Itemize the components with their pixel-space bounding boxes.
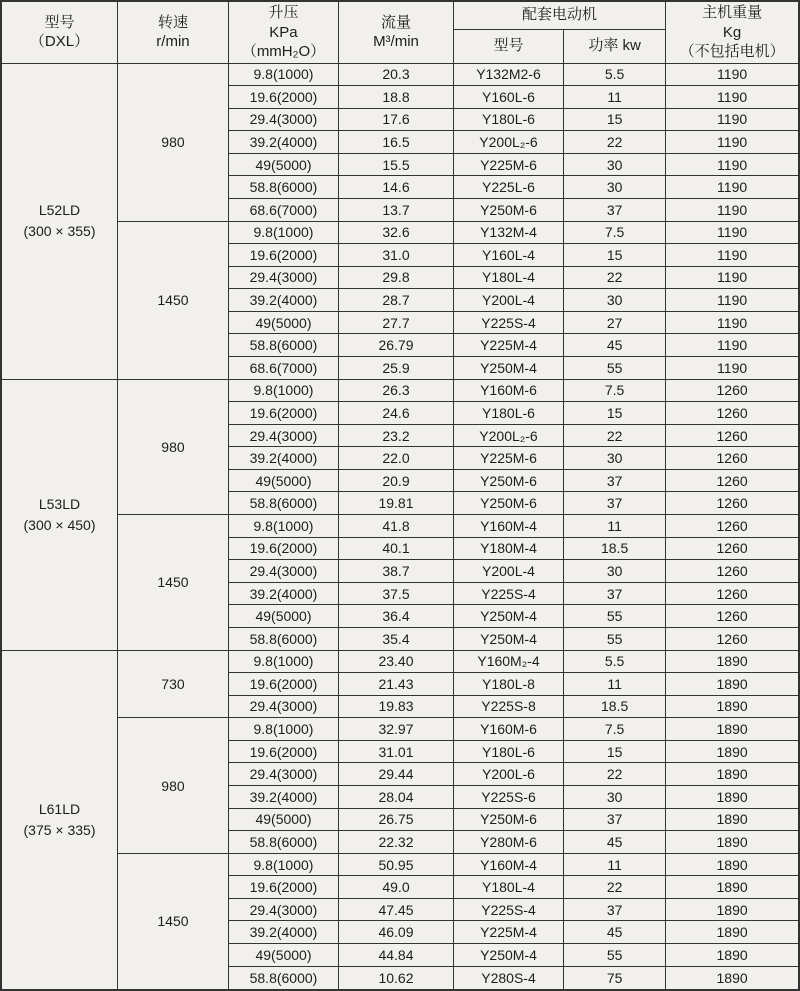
weight-cell: 1890 [666, 853, 799, 876]
motor-model-cell: Y160L-6 [453, 86, 563, 109]
flow-cell: 22.32 [339, 831, 454, 854]
pressure-cell: 39.2(4000) [228, 582, 338, 605]
motor-model-cell: Y180L-4 [453, 876, 563, 899]
motor-model-cell: Y280M-6 [453, 831, 563, 854]
pressure-cell: 9.8(1000) [228, 221, 338, 244]
pressure-cell: 39.2(4000) [228, 447, 338, 470]
flow-cell: 29.8 [339, 266, 454, 289]
pressure-cell: 19.6(2000) [228, 86, 338, 109]
pressure-cell: 9.8(1000) [228, 718, 338, 741]
motor-power-cell: 5.5 [564, 650, 666, 673]
header-flow-line2: M³/min [373, 33, 419, 51]
motor-power-cell: 22 [564, 131, 666, 154]
flow-cell: 38.7 [339, 560, 454, 583]
table-row [1, 63, 799, 86]
speed-cell: 730 [118, 650, 229, 718]
weight-cell: 1190 [666, 131, 799, 154]
pressure-cell: 19.6(2000) [228, 402, 338, 425]
table-row [1, 515, 799, 538]
pressure-cell: 9.8(1000) [228, 63, 338, 86]
motor-power-cell: 15 [564, 244, 666, 267]
weight-cell: 1260 [666, 469, 799, 492]
flow-cell: 50.95 [339, 853, 454, 876]
motor-power-cell: 22 [564, 876, 666, 899]
model-name: L61LD [38, 800, 81, 817]
motor-model-cell: Y250M-6 [453, 198, 563, 221]
pressure-cell: 58.8(6000) [228, 966, 338, 990]
motor-model-cell: Y180L-6 [453, 108, 563, 131]
weight-cell: 1890 [666, 808, 799, 831]
pressure-cell: 49(5000) [228, 311, 338, 334]
motor-power-cell: 7.5 [564, 379, 666, 402]
motor-model-cell: Y132M-4 [453, 221, 563, 244]
speed-cell: 1450 [118, 515, 229, 650]
flow-cell: 23.40 [339, 650, 454, 673]
motor-model-cell: Y160L-4 [453, 244, 563, 267]
motor-model-cell: Y250M-6 [453, 469, 563, 492]
pressure-cell: 49(5000) [228, 944, 338, 967]
header-row-1 [1, 1, 799, 29]
flow-cell: 31.0 [339, 244, 454, 267]
speed-cell: 980 [118, 63, 229, 221]
header-model-line1: 型号 [44, 13, 75, 31]
motor-power-cell: 37 [564, 492, 666, 515]
motor-power-cell: 30 [564, 289, 666, 312]
weight-cell: 1190 [666, 198, 799, 221]
table-header [1, 1, 799, 63]
motor-power-cell: 7.5 [564, 221, 666, 244]
flow-cell: 21.43 [339, 673, 454, 696]
motor-power-cell: 30 [564, 153, 666, 176]
motor-power-cell: 37 [564, 469, 666, 492]
weight-cell: 1890 [666, 673, 799, 696]
header-flow [339, 1, 454, 63]
motor-model-cell: Y225M-6 [453, 153, 563, 176]
motor-model-cell: Y200L-4 [453, 289, 563, 312]
flow-cell: 40.1 [339, 537, 454, 560]
header-motor-model: 型号 [453, 29, 563, 63]
motor-power-cell: 30 [564, 786, 666, 809]
pressure-cell: 29.4(3000) [228, 266, 338, 289]
pressure-cell: 9.8(1000) [228, 515, 338, 538]
weight-cell: 1890 [666, 763, 799, 786]
motor-power-cell: 11 [564, 86, 666, 109]
motor-model-cell: Y225M-4 [453, 334, 563, 357]
weight-cell: 1190 [666, 266, 799, 289]
spec-table-body [1, 63, 799, 990]
model-cell [1, 63, 118, 379]
speed-cell: 980 [118, 718, 229, 853]
motor-power-cell: 37 [564, 808, 666, 831]
pressure-cell: 19.6(2000) [228, 244, 338, 267]
motor-power-cell: 18.5 [564, 537, 666, 560]
weight-cell: 1890 [666, 718, 799, 741]
model-cell [1, 650, 118, 990]
motor-model-cell: Y160M-4 [453, 515, 563, 538]
motor-model-cell: Y200L-6 [453, 763, 563, 786]
model-name: L52LD [38, 202, 81, 219]
header-weight-line2: Kg [722, 23, 742, 41]
weight-cell: 1890 [666, 898, 799, 921]
weight-cell: 1890 [666, 695, 799, 718]
pressure-cell: 29.4(3000) [228, 898, 338, 921]
pressure-cell: 19.6(2000) [228, 876, 338, 899]
motor-model-cell: Y160M-4 [453, 853, 563, 876]
motor-model-cell: Y225M-4 [453, 921, 563, 944]
motor-power-cell: 22 [564, 763, 666, 786]
table-row [1, 379, 799, 402]
flow-cell: 13.7 [339, 198, 454, 221]
motor-power-cell: 75 [564, 966, 666, 990]
header-pressure-line2: KPa [269, 23, 298, 41]
flow-cell: 35.4 [339, 627, 454, 650]
motor-power-cell: 11 [564, 515, 666, 538]
flow-cell: 26.75 [339, 808, 454, 831]
motor-power-cell: 45 [564, 831, 666, 854]
flow-cell: 25.9 [339, 357, 454, 380]
model-cell [1, 379, 118, 650]
pressure-cell: 39.2(4000) [228, 289, 338, 312]
pressure-cell: 49(5000) [228, 469, 338, 492]
motor-power-cell: 55 [564, 605, 666, 628]
motor-model-cell: Y180L-8 [453, 673, 563, 696]
speed-cell: 980 [118, 379, 229, 514]
weight-cell: 1890 [666, 650, 799, 673]
flow-cell: 22.0 [339, 447, 454, 470]
flow-cell: 32.6 [339, 221, 454, 244]
flow-cell: 26.79 [339, 334, 454, 357]
motor-model-cell: Y225S-8 [453, 695, 563, 718]
flow-cell: 24.6 [339, 402, 454, 425]
motor-power-cell: 15 [564, 740, 666, 763]
weight-cell: 1190 [666, 153, 799, 176]
motor-power-cell: 22 [564, 424, 666, 447]
motor-power-cell: 5.5 [564, 63, 666, 86]
pressure-cell: 58.8(6000) [228, 334, 338, 357]
pressure-cell: 29.4(3000) [228, 763, 338, 786]
weight-cell: 1190 [666, 108, 799, 131]
weight-cell: 1190 [666, 311, 799, 334]
weight-cell: 1260 [666, 537, 799, 560]
weight-cell: 1260 [666, 447, 799, 470]
motor-power-cell: 55 [564, 627, 666, 650]
pressure-cell: 19.6(2000) [228, 740, 338, 763]
flow-cell: 15.5 [339, 153, 454, 176]
pressure-cell: 39.2(4000) [228, 131, 338, 154]
header-pressure-line1: 升压 [268, 4, 299, 21]
motor-model-cell: Y250M-6 [453, 808, 563, 831]
header-weight-line1: 主机重量 [702, 4, 763, 21]
flow-cell: 16.5 [339, 131, 454, 154]
pressure-cell: 68.6(7000) [228, 357, 338, 380]
pressure-cell: 9.8(1000) [228, 853, 338, 876]
weight-cell: 1890 [666, 740, 799, 763]
weight-cell: 1260 [666, 627, 799, 650]
header-pressure-line3: （mmH₂O） [241, 43, 326, 60]
pressure-cell: 29.4(3000) [228, 108, 338, 131]
pressure-cell: 49(5000) [228, 153, 338, 176]
flow-cell: 17.6 [339, 108, 454, 131]
motor-power-cell: 11 [564, 673, 666, 696]
weight-cell: 1190 [666, 63, 799, 86]
weight-cell: 1260 [666, 492, 799, 515]
flow-cell: 36.4 [339, 605, 454, 628]
pressure-cell: 58.8(6000) [228, 492, 338, 515]
motor-model-cell: Y250M-4 [453, 944, 563, 967]
model-size: (300 × 450) [23, 516, 96, 533]
table-row [1, 650, 799, 673]
pressure-cell: 9.8(1000) [228, 650, 338, 673]
motor-model-cell: Y225L-6 [453, 176, 563, 199]
weight-cell: 1260 [666, 605, 799, 628]
motor-model-cell: Y250M-4 [453, 357, 563, 380]
motor-model-cell: Y160M₂-4 [453, 650, 563, 673]
flow-cell: 26.3 [339, 379, 454, 402]
header-speed-line1: 转速 [157, 13, 188, 31]
motor-model-cell: Y180M-4 [453, 537, 563, 560]
model-size: (300 × 355) [23, 223, 96, 240]
header-flow-line1: 流量 [380, 13, 411, 31]
motor-model-cell: Y225S-4 [453, 311, 563, 334]
weight-cell: 1190 [666, 289, 799, 312]
motor-power-cell: 45 [564, 921, 666, 944]
motor-power-cell: 18.5 [564, 695, 666, 718]
weight-cell: 1890 [666, 921, 799, 944]
header-weight-line3: （不包括电机） [679, 43, 785, 60]
flow-cell: 49.0 [339, 876, 454, 899]
header-model-line2: （DXL） [29, 33, 90, 51]
flow-cell: 41.8 [339, 515, 454, 538]
weight-cell: 1190 [666, 357, 799, 380]
flow-cell: 10.62 [339, 966, 454, 990]
motor-power-cell: 30 [564, 176, 666, 199]
pressure-cell: 9.8(1000) [228, 379, 338, 402]
motor-power-cell: 22 [564, 266, 666, 289]
header-speed [118, 1, 229, 63]
weight-cell: 1260 [666, 402, 799, 425]
flow-cell: 19.81 [339, 492, 454, 515]
motor-model-cell: Y132M2-6 [453, 63, 563, 86]
header-motor-group: 配套电动机 [453, 1, 665, 29]
header-pressure [228, 1, 338, 63]
weight-cell: 1190 [666, 176, 799, 199]
motor-power-cell: 7.5 [564, 718, 666, 741]
motor-model-cell: Y250M-4 [453, 627, 563, 650]
table-row [1, 718, 799, 741]
motor-power-cell: 11 [564, 853, 666, 876]
flow-cell: 28.04 [339, 786, 454, 809]
weight-cell: 1890 [666, 944, 799, 967]
model-name: L53LD [38, 495, 81, 512]
pressure-cell: 29.4(3000) [228, 424, 338, 447]
motor-power-cell: 15 [564, 108, 666, 131]
flow-cell: 31.01 [339, 740, 454, 763]
pressure-cell: 29.4(3000) [228, 695, 338, 718]
pressure-cell: 58.8(6000) [228, 627, 338, 650]
pressure-cell: 49(5000) [228, 605, 338, 628]
flow-cell: 23.2 [339, 424, 454, 447]
motor-model-cell: Y180L-4 [453, 266, 563, 289]
weight-cell: 1260 [666, 582, 799, 605]
motor-model-cell: Y250M-4 [453, 605, 563, 628]
pressure-cell: 39.2(4000) [228, 786, 338, 809]
flow-cell: 44.84 [339, 944, 454, 967]
weight-cell: 1190 [666, 86, 799, 109]
motor-power-cell: 55 [564, 357, 666, 380]
table-row [1, 221, 799, 244]
weight-cell: 1260 [666, 424, 799, 447]
flow-cell: 28.7 [339, 289, 454, 312]
header-model [1, 1, 118, 63]
motor-model-cell: Y180L-6 [453, 740, 563, 763]
weight-cell: 1890 [666, 786, 799, 809]
header-speed-line2: r/min [156, 33, 190, 51]
pressure-cell: 58.8(6000) [228, 831, 338, 854]
motor-power-cell: 15 [564, 402, 666, 425]
flow-cell: 18.8 [339, 86, 454, 109]
flow-cell: 32.97 [339, 718, 454, 741]
flow-cell: 20.9 [339, 469, 454, 492]
motor-model-cell: Y160M-6 [453, 379, 563, 402]
model-size: (375 × 335) [23, 821, 96, 838]
flow-cell: 27.7 [339, 311, 454, 334]
motor-power-cell: 55 [564, 944, 666, 967]
weight-cell: 1190 [666, 244, 799, 267]
flow-cell: 47.45 [339, 898, 454, 921]
motor-model-cell: Y200L₂-6 [453, 424, 563, 447]
weight-cell: 1260 [666, 560, 799, 583]
motor-power-cell: 37 [564, 198, 666, 221]
speed-cell: 1450 [118, 221, 229, 379]
flow-cell: 19.83 [339, 695, 454, 718]
table-row [1, 853, 799, 876]
motor-model-cell: Y280S-4 [453, 966, 563, 990]
motor-power-cell: 30 [564, 447, 666, 470]
motor-model-cell: Y200L-4 [453, 560, 563, 583]
pressure-cell: 19.6(2000) [228, 673, 338, 696]
motor-model-cell: Y225M-6 [453, 447, 563, 470]
speed-cell: 1450 [118, 853, 229, 990]
motor-power-cell: 45 [564, 334, 666, 357]
motor-model-cell: Y225S-4 [453, 582, 563, 605]
flow-cell: 29.44 [339, 763, 454, 786]
motor-model-cell: Y225S-4 [453, 898, 563, 921]
motor-model-cell: Y180L-6 [453, 402, 563, 425]
motor-power-cell: 37 [564, 582, 666, 605]
weight-cell: 1190 [666, 334, 799, 357]
flow-cell: 46.09 [339, 921, 454, 944]
header-motor-power: 功率 kw [564, 29, 666, 63]
weight-cell: 1890 [666, 831, 799, 854]
weight-cell: 1890 [666, 966, 799, 990]
motor-model-cell: Y200L₂-6 [453, 131, 563, 154]
header-weight [666, 1, 799, 63]
weight-cell: 1890 [666, 876, 799, 899]
weight-cell: 1260 [666, 379, 799, 402]
pressure-cell: 68.6(7000) [228, 198, 338, 221]
motor-power-cell: 30 [564, 560, 666, 583]
motor-model-cell: Y225S-6 [453, 786, 563, 809]
pressure-cell: 39.2(4000) [228, 921, 338, 944]
flow-cell: 37.5 [339, 582, 454, 605]
pressure-cell: 29.4(3000) [228, 560, 338, 583]
pressure-cell: 58.8(6000) [228, 176, 338, 199]
motor-model-cell: Y250M-6 [453, 492, 563, 515]
flow-cell: 14.6 [339, 176, 454, 199]
pressure-cell: 19.6(2000) [228, 537, 338, 560]
weight-cell: 1260 [666, 515, 799, 538]
flow-cell: 20.3 [339, 63, 454, 86]
weight-cell: 1190 [666, 221, 799, 244]
motor-power-cell: 27 [564, 311, 666, 334]
motor-model-cell: Y160M-6 [453, 718, 563, 741]
motor-power-cell: 37 [564, 898, 666, 921]
pressure-cell: 49(5000) [228, 808, 338, 831]
